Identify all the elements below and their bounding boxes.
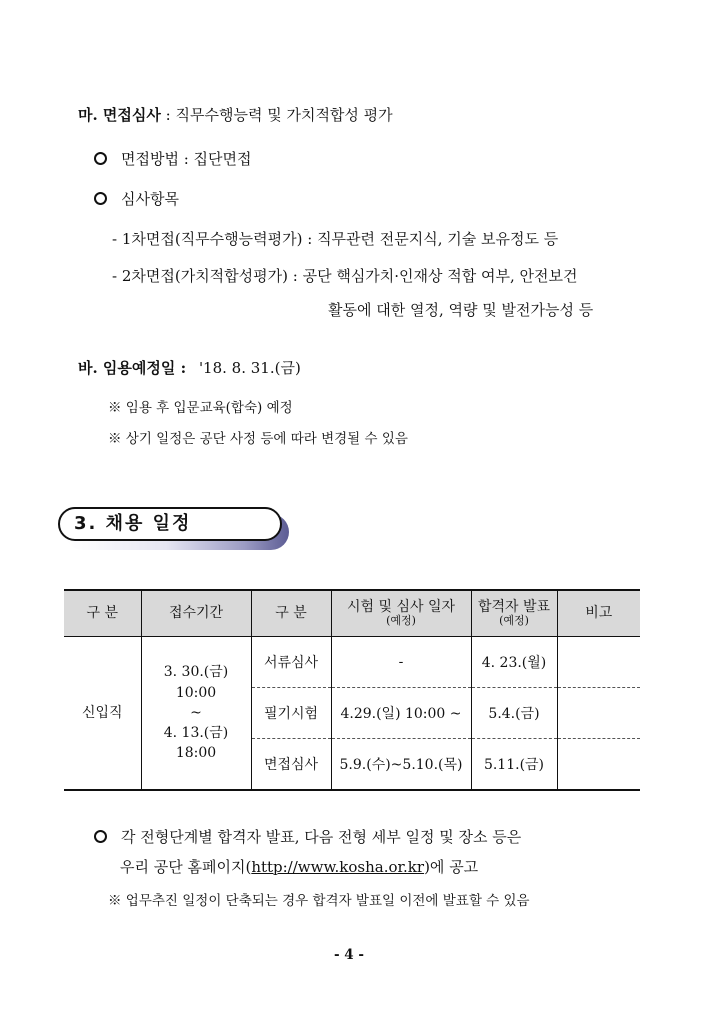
section-ba-line: [78, 357, 301, 378]
schedule-table: [64, 589, 640, 791]
header-period: 접수기간: [141, 590, 251, 637]
cell-announce: 5.11.(금): [471, 739, 557, 791]
review-item-2-line1: - 2차면접(가치적합성평가) : 공단 핵심가치·인재상 적합 여부, 안전보건: [112, 267, 578, 285]
page-number: - 4 -: [334, 947, 364, 963]
note-schedule-shortened: ※ 업무추진 일정이 단축되는 경우 합격자 발표일 이전에 발표할 수 있음: [108, 893, 530, 909]
period-tilde: ~: [190, 704, 202, 721]
header-exam-date-sub: (예정): [386, 614, 416, 628]
cell-remark: [557, 637, 640, 688]
review-item-1: - 1차면접(직무수행능력평가) : 직무관련 전문지식, 기술 보유정도 등: [112, 230, 559, 248]
bullet-circle-icon: [94, 830, 107, 843]
review-items-title: [94, 188, 179, 209]
period-start: 3. 30.(금) 10:00: [163, 664, 229, 701]
note-announcement-line1: [94, 826, 521, 847]
section-ma-heading: 마. 면접심사: [78, 106, 161, 124]
note-change: ※ 상기 일정은 공단 사정 등에 따라 변경될 수 있음: [108, 431, 408, 447]
section-ma-line: [78, 104, 393, 125]
interview-method: [94, 148, 252, 169]
review-item-2-line2: 활동에 대한 열정, 역량 및 발전가능성 등: [328, 301, 594, 319]
cell-stage: 면접심사: [251, 739, 331, 791]
homepage-link[interactable]: http://www.kosha.or.kr: [251, 858, 425, 876]
cell-announce: 5.4.(금): [471, 688, 557, 739]
section-ma-desc: 직무수행능력 및 가치적합성 평가: [175, 106, 393, 124]
header-announce: [471, 590, 557, 637]
header-announce-main: 합격자 발표: [477, 599, 551, 616]
header-exam-date: [331, 590, 471, 637]
cell-exam-date: -: [331, 637, 471, 688]
cell-announce: 4. 23.(월): [471, 637, 557, 688]
note-homepage-prefix: 우리 공단 홈페이지(: [120, 858, 252, 876]
table-header-row: [64, 590, 640, 637]
header-category: 구 분: [64, 590, 141, 637]
period-end: 4. 13.(금) 18:00: [163, 725, 229, 762]
appointment-date: '18. 8. 31.(금): [198, 359, 301, 377]
cell-remark: [557, 688, 640, 739]
cell-exam-date: 4.29.(일) 10:00 ~: [331, 688, 471, 739]
note-homepage-suffix: )에 공고: [424, 858, 479, 876]
cell-remark: [557, 739, 640, 791]
header-stage: 구 분: [251, 590, 331, 637]
header-announce-sub: (예정): [499, 614, 529, 628]
header-exam-date-main: 시험 및 심사 일자: [346, 599, 456, 616]
note-training: ※ 임용 후 입문교육(합숙) 예정: [108, 400, 293, 416]
section-3-title: 3. 채용 일정: [58, 507, 282, 541]
cell-exam-date: 5.9.(수)~5.10.(목): [331, 739, 471, 791]
bullet-circle-icon: [94, 152, 107, 165]
bullet-circle-icon: [94, 192, 107, 205]
review-items-text: 심사항목: [121, 190, 179, 208]
cell-stage: 서류심사: [251, 637, 331, 688]
note-announcement-text: 각 전형단계별 합격자 발표, 다음 전형 세부 일정 및 장소 등은: [121, 828, 522, 846]
cell-category: 신입직: [64, 637, 141, 791]
section-ba-heading: 바. 임용예정일 :: [78, 359, 187, 377]
interview-method-text: 면접방법 : 집단면접: [121, 150, 252, 168]
header-remark: 비고: [557, 590, 640, 637]
note-announcement-line2: [120, 856, 478, 877]
table-row: [64, 637, 640, 688]
cell-stage: 필기시험: [251, 688, 331, 739]
section-ma-colon: :: [160, 106, 176, 124]
section-3-header: [58, 507, 290, 551]
cell-period: [141, 637, 251, 791]
